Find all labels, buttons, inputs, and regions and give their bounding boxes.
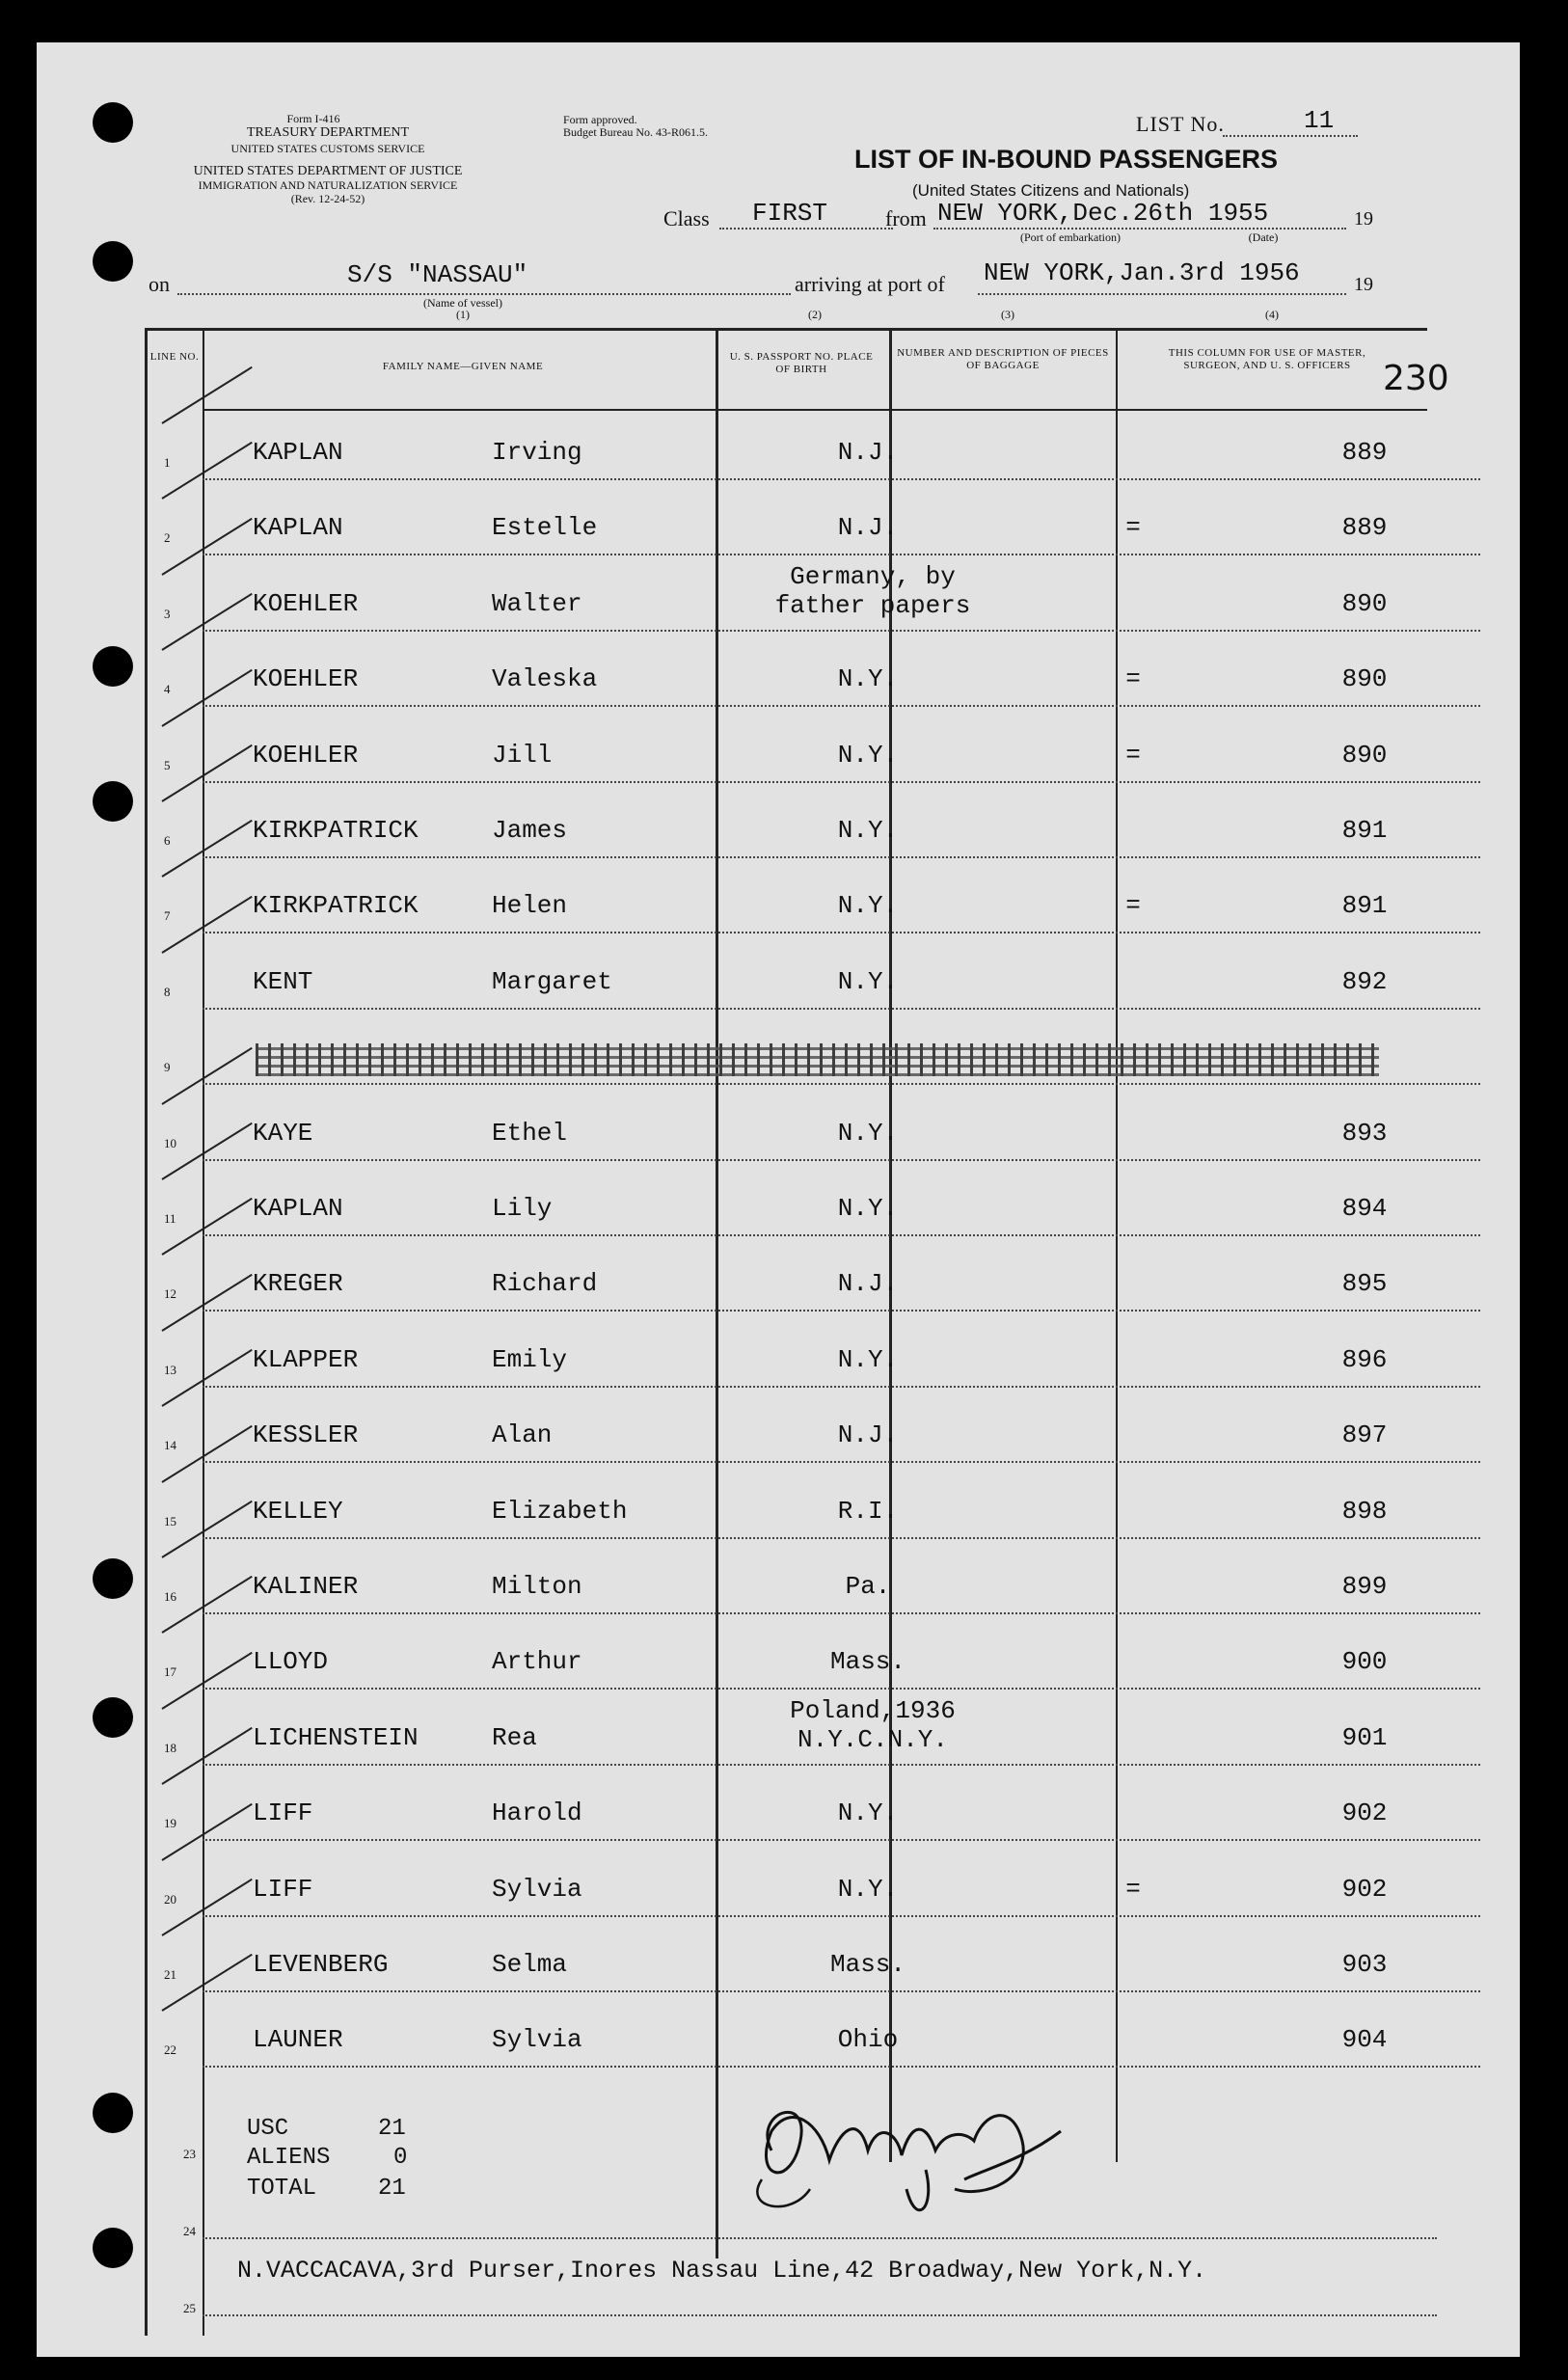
purser-signature: [733, 2073, 1099, 2228]
family-name: LIFF: [253, 1799, 313, 1828]
col-header-officers: THIS COLUMN FOR USE OF MASTER, SURGEON, AND U. S. OFFICERS: [1168, 347, 1366, 371]
place-of-birth: Pa.: [845, 1572, 891, 1601]
given-name: Harold: [492, 1799, 582, 1828]
place-of-birth: Mass.: [829, 1647, 906, 1677]
vessel-caption-no: (1): [456, 308, 470, 321]
place-of-birth: N.Y.: [837, 1118, 899, 1148]
col-header-baggage: NUMBER AND DESCRIPTION OF PIECES OF BAGGAGE: [897, 347, 1109, 371]
table-row: [145, 716, 1442, 791]
place-of-birth: N.J.: [837, 438, 899, 467]
usc-count: 21: [378, 2116, 406, 2142]
place-of-birth: R.I.: [837, 1496, 899, 1526]
table-row: [145, 791, 1442, 866]
given-name: Alan: [492, 1420, 553, 1450]
table-row: [145, 1695, 1442, 1773]
table-row: [145, 639, 1442, 715]
baggage-mark: =: [1125, 1874, 1141, 1904]
officer-number: 899: [1341, 1572, 1388, 1601]
officer-number: 902: [1341, 1799, 1388, 1828]
punch-hole: [93, 781, 133, 822]
line-number: 10: [164, 1135, 176, 1150]
punch-hole: [93, 646, 133, 687]
officer-number: 891: [1341, 816, 1388, 845]
given-name: Milton: [492, 1572, 582, 1601]
total-label: TOTAL: [247, 2176, 317, 2202]
given-name: Irving: [492, 438, 582, 467]
officer-number: 893: [1341, 1118, 1388, 1148]
line-number: 17: [164, 1664, 176, 1680]
column-caption-2: (2): [808, 308, 822, 321]
family-name: LAUNER: [253, 2025, 343, 2055]
given-name: Lily: [492, 1194, 553, 1223]
table-row: [145, 1850, 1442, 1925]
purser-footer: N.VACCACAVA,3rd Purser,Inores Nassau Line,42 Broadway,New York,N.Y.: [237, 2257, 1207, 2285]
officer-number: 891: [1341, 891, 1388, 921]
line-number: 6: [164, 833, 171, 848]
on-label: on: [149, 272, 170, 296]
table-row: [145, 1320, 1442, 1395]
customs-label: UNITED STATES CUSTOMS SERVICE: [230, 142, 425, 155]
officer-number: 890: [1341, 664, 1388, 694]
officer-number: 898: [1341, 1496, 1388, 1526]
vessel-caption: (Name of vessel): [423, 296, 502, 310]
budget-bureau: Budget Bureau No. 43-R061.5.: [563, 125, 708, 139]
year-suffix: 19: [1354, 208, 1373, 230]
family-name: KLAPPER: [253, 1344, 359, 1374]
document-subtitle: (United States Citizens and Nationals): [912, 181, 1190, 200]
port-embark-caption: (Port of embarkation): [1020, 230, 1121, 244]
given-name: Richard: [492, 1269, 598, 1299]
officer-number: 892: [1341, 966, 1388, 996]
officer-number: 890: [1341, 588, 1388, 618]
struck-out-line: [256, 1043, 1379, 1076]
line-number: 2: [164, 530, 171, 546]
given-name: Elizabeth: [492, 1496, 628, 1526]
total-count: 21: [378, 2176, 406, 2202]
line-number: 8: [164, 984, 171, 999]
aliens-count: 0: [393, 2145, 408, 2171]
line-number: 25: [183, 2301, 196, 2315]
family-name: KAPLAN: [253, 1194, 343, 1223]
place-of-birth: N.Y.: [837, 1874, 899, 1904]
officer-number: 895: [1341, 1269, 1388, 1299]
list-number: 11: [1304, 106, 1335, 135]
given-name: Sylvia: [492, 2025, 582, 2055]
baggage-mark: =: [1125, 891, 1141, 921]
table-row: [145, 1395, 1442, 1471]
place-of-birth: N.Y.: [837, 740, 899, 770]
column-caption-3: (3): [1001, 308, 1014, 321]
table-row: [145, 1622, 1442, 1697]
table-row: [145, 1094, 1442, 1169]
given-name: Walter: [492, 588, 582, 618]
officer-number: 889: [1341, 438, 1388, 467]
line-number: 18: [164, 1740, 176, 1755]
class-value: FIRST: [752, 199, 828, 228]
line-number: 12: [164, 1286, 176, 1302]
baggage-mark: =: [1125, 664, 1141, 694]
officer-number: 903: [1341, 1950, 1388, 1979]
family-name: KENT: [253, 966, 313, 996]
officer-number: 897: [1341, 1420, 1388, 1450]
family-name: LEVENBERG: [253, 1950, 389, 1979]
family-name: KAPLAN: [253, 438, 343, 467]
line-number: 20: [164, 1891, 176, 1907]
table-row: [145, 1547, 1442, 1622]
place-of-birth: N.Y.: [837, 1194, 899, 1223]
arriving-value: NEW YORK,Jan.3rd 1956: [984, 258, 1300, 287]
table-row: [145, 866, 1442, 941]
treasury-label: TREASURY DEPARTMENT: [246, 125, 410, 140]
family-name: KAPLAN: [253, 513, 343, 543]
line-number: 22: [164, 2042, 176, 2058]
line-number: 3: [164, 606, 171, 621]
family-name: KIRKPATRICK: [253, 816, 419, 845]
table-row: [145, 2000, 1442, 2075]
given-name: Margaret: [492, 966, 612, 996]
officer-number: 890: [1341, 740, 1388, 770]
usc-label: USC: [247, 2116, 289, 2142]
line-number: 11: [164, 1211, 176, 1226]
list-label: LIST No.: [1136, 112, 1225, 136]
place-of-birth: N.Y.: [837, 966, 899, 996]
revision-label: (Rev. 12-24-52): [290, 192, 365, 205]
place-of-birth: N.J.: [837, 513, 899, 543]
line-number: 1: [164, 455, 171, 470]
given-name: Arthur: [492, 1647, 582, 1677]
line-number: 15: [164, 1513, 176, 1528]
family-name: KOEHLER: [253, 588, 359, 618]
punch-hole: [93, 2093, 133, 2133]
given-name: Sylvia: [492, 1874, 582, 1904]
from-value: NEW YORK,Dec.26th 1955: [937, 199, 1269, 228]
table-row: [145, 488, 1442, 563]
col-header-passport: U. S. PASSPORT NO. PLACE OF BIRTH: [729, 351, 874, 375]
family-name: KAYE: [253, 1118, 313, 1148]
place-of-birth: Poland,1936 N.Y.C.N.Y.: [790, 1695, 956, 1754]
baggage-mark: =: [1125, 740, 1141, 770]
col-header-line: LINE NO.: [149, 351, 200, 363]
place-of-birth: Ohio: [837, 2025, 899, 2055]
table-row: [145, 1925, 1442, 2000]
given-name: Jill: [492, 740, 553, 770]
table-row: [145, 1472, 1442, 1547]
table-row: [145, 561, 1442, 639]
punch-hole: [93, 241, 133, 282]
line-number: 14: [164, 1438, 176, 1453]
officer-number: 901: [1341, 1722, 1388, 1752]
line-number: 5: [164, 757, 171, 772]
family-name: LIFF: [253, 1874, 313, 1904]
table-row: [145, 1773, 1442, 1849]
column-caption-4: (4): [1265, 308, 1279, 321]
family-name: KREGER: [253, 1269, 343, 1299]
officer-number: 896: [1341, 1344, 1388, 1374]
table-row: [145, 1169, 1442, 1244]
vessel-name: S/S "NASSAU": [347, 260, 528, 289]
table-row: [145, 942, 1442, 1017]
line-number: 7: [164, 908, 171, 924]
baggage-mark: =: [1125, 513, 1141, 543]
family-name: KOEHLER: [253, 740, 359, 770]
officer-number: 889: [1341, 513, 1388, 543]
family-name: KELLEY: [253, 1496, 343, 1526]
place-of-birth: N.J.: [837, 1420, 899, 1450]
place-of-birth: N.Y.: [837, 891, 899, 921]
line-number: 13: [164, 1362, 176, 1377]
from-label: from: [885, 206, 927, 230]
given-name: Selma: [492, 1950, 568, 1979]
given-name: Valeska: [492, 664, 598, 694]
family-name: LICHENSTEIN: [253, 1722, 419, 1752]
punch-hole: [93, 1558, 133, 1599]
punch-hole: [93, 1697, 133, 1738]
arriving-label: arriving at port of: [795, 272, 945, 296]
aliens-label: ALIENS: [247, 2145, 331, 2171]
officer-number: 904: [1341, 2025, 1388, 2055]
place-of-birth: N.J.: [837, 1269, 899, 1299]
form-number: Form I-416: [286, 112, 340, 125]
family-name: KALINER: [253, 1572, 359, 1601]
col-header-name: FAMILY NAME—GIVEN NAME: [382, 361, 544, 372]
punch-hole: [93, 2228, 133, 2268]
given-name: Estelle: [492, 513, 598, 543]
place-of-birth: N.Y.: [837, 1799, 899, 1828]
given-name: Rea: [492, 1722, 537, 1752]
place-of-birth: Germany, by father papers: [774, 561, 971, 620]
ins-label: IMMIGRATION AND NATURALIZATION SERVICE: [198, 178, 458, 192]
justice-label: UNITED STATES DEPARTMENT OF JUSTICE: [193, 164, 463, 178]
class-label: Class: [663, 206, 710, 230]
officer-number: 902: [1341, 1874, 1388, 1904]
family-name: KIRKPATRICK: [253, 891, 419, 921]
place-of-birth: N.Y.: [837, 816, 899, 845]
page-number: 230: [1383, 359, 1449, 398]
family-name: LLOYD: [253, 1647, 329, 1677]
line-number: 9: [164, 1060, 171, 1075]
place-of-birth: N.Y.: [837, 664, 899, 694]
given-name: James: [492, 816, 568, 845]
document-title: LIST OF IN-BOUND PASSENGERS: [854, 145, 1279, 174]
line-number: 16: [164, 1589, 176, 1604]
year-suffix: 19: [1354, 274, 1373, 295]
punch-hole: [93, 102, 133, 143]
place-of-birth: N.Y.: [837, 1344, 899, 1374]
date-caption: (Date): [1248, 230, 1279, 244]
table-row: [145, 1244, 1442, 1319]
line-number: 21: [164, 1967, 176, 1982]
line-number: 24: [183, 2224, 196, 2238]
given-name: Emily: [492, 1344, 568, 1374]
place-of-birth: Mass.: [829, 1950, 906, 1979]
table-row: [145, 413, 1442, 488]
line-number: 19: [164, 1816, 176, 1831]
form-approved: Form approved.: [563, 113, 637, 126]
family-name: KESSLER: [253, 1420, 359, 1450]
given-name: Ethel: [492, 1118, 568, 1148]
line-number: 4: [164, 682, 171, 697]
line-number: 23: [183, 2147, 196, 2161]
given-name: Helen: [492, 891, 568, 921]
officer-number: 894: [1341, 1194, 1388, 1223]
family-name: KOEHLER: [253, 664, 359, 694]
officer-number: 900: [1341, 1647, 1388, 1677]
